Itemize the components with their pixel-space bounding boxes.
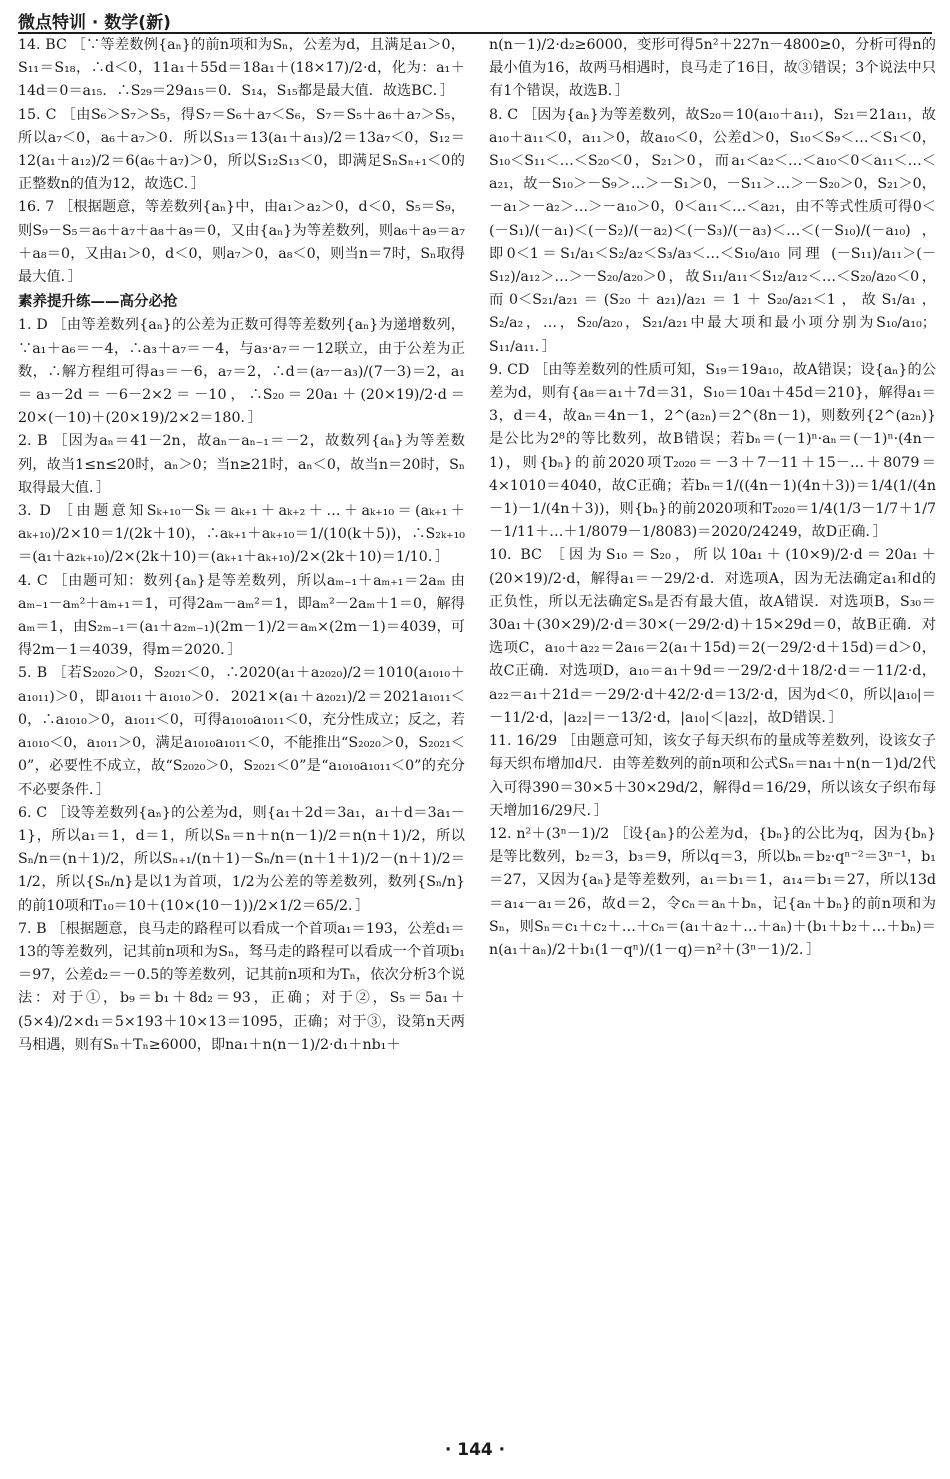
answer-3 [18, 500, 465, 570]
answer-text: 14. BC ［∵等差数例{aₙ}的前n项和为Sₙ，公差为d，且满足a₁＞0，S₁₁＝S₁₈，∴d＜0，11a₁＋55d＝18a₁＋(18×17)/2·d，化为：a₁＋14d＝0＝a₁₅．∴S₂₉＝29a₁₅＝0．S₁₄，S₁₅都是最大值．故选BC．］ [18, 37, 465, 100]
answer-2 [18, 430, 465, 500]
answer-text: 6. C ［设等差数列{aₙ}的公差为d，则{a₁＋2d＝3a₁，a₁＋d＝3a₁－1}，所以a₁＝1，d＝1，所以Sₙ＝n＋n(n－1)/2＝n(n＋1)/2，所以Sₙ/n＝(n＋1)/2，所以Sₙ₊₁/(n＋1)－Sₙ/n＝(n＋1＋1)/2－(n＋1)/2＝1/2，所以{Sₙ/n}是以1为首项，1/2为公差的等差数列，数列{Sₙ/n}的前10项和T₁₀＝10＋(10×(10－1))/2×1/2＝65/2．］ [18, 804, 465, 914]
answer-text: 9. CD ［由等差数列的性质可知，S₁₉＝19a₁₀，故A错误；设{aₙ}的公差为d，则有{a₈＝a₁＋7d＝31，S₁₀＝10a₁＋45d＝210}，解得a₁＝3，d＝4，故aₙ＝4n－1，2^(a₂ₙ)＝2^(8n－1)，则数列{2^(a₂ₙ)}是公比为2⁸的等比数列，故B错误；若bₙ＝(－1)ⁿ·aₙ＝(－1)ⁿ·(4n－1)，则{bₙ}的前2020项T₂₀₂₀＝－3＋7－11＋15－…＋8079＝4×1010＝4040，故C正确；若bₙ＝1/((4n－1)(4n＋3))＝1/4(1/(4n－1)－1/(4n＋3))，则{bₙ}的前2020项和T₂₀₂₀＝1/4(1/3－1/7＋1/7－1/11＋…＋1/8079－1/8083)＝2020/24249，故D正确．］ [489, 361, 936, 541]
answer-text: 3. D ［由题意知Sₖ₊₁₀－Sₖ＝aₖ₊₁＋aₖ₊₂＋…＋aₖ₊₁₀＝(aₖ₊₁＋aₖ₊₁₀)/2×10＝1/(2k＋10)，∴aₖ₊₁＋aₖ₊₁₀＝1/(10(k＋5))，∴S₂ₖ₊₁₀＝(a₁＋a₂ₖ₊₁₀)/2×(2k＋10)＝(aₖ₊₁＋aₖ₊₁₀)/2×(2k＋10)＝1/10．］ [18, 503, 465, 566]
answer-11 [489, 730, 936, 823]
answer-10 [489, 544, 936, 730]
answer-8 [489, 104, 936, 359]
page-number: · 144 · [444, 1440, 506, 1460]
answer-4 [18, 570, 465, 663]
right-column [489, 34, 936, 1432]
answer-14 [18, 34, 465, 104]
answer-text: 10. BC ［因为S₁₀＝S₂₀，所以10a₁＋(10×9)/2·d＝20a₁＋(20×19)/2·d，解得a₁＝－29/2·d．对选项A，因为无法确定a₁和d的正负性，所以无法确定Sₙ是否有最大值，故A错误．对选项B，S₃₀＝30a₁＋(30×29)/2·d＝30×(－29/2·d)＋15×29d＝0，故B正确．对选项C，a₁₀＋a₂₂＝2a₁₆＝2(a₁＋15d)＝2(－29/2·d＋15d)＝d＞0，故C正确．对选项D，a₁₀＝a₁＋9d＝－29/2·d＋18/2·d＝－11/2·d，a₂₂＝a₁＋21d＝－29/2·d＋42/2·d＝13/2·d，因为d＜0，所以|a₁₀|＝－11/2·d，|a₂₂|＝－13/2·d，|a₁₀|＜|a₂₂|，故D错误．］ [489, 547, 936, 726]
answer-text: 8. C ［因为{aₙ}为等差数列，故S₂₀＝10(a₁₀＋a₁₁)，S₂₁＝21a₁₁，故a₁₀＋a₁₁＜0，a₁₁＞0，故a₁₀＜0，公差d＞0，S₁₀＜S₉＜…＜S₁＜0，S₁₀＜S₁₁＜…＜S₂₀＜0，S₂₁＞0，而a₁＜a₂＜…＜a₁₀＜0＜a₁₁＜…＜a₂₁，故－S₁₀＞－S₉＞…＞－S₁＞0，－S₁₁＞…＞－S₂₀＞0，S₂₁＞0，－a₁＞－a₂＞…＞－a₁₀＞0，0＜a₁₁＜…＜a₂₁，由不等式性质可得0＜(－S₁)/(－a₁)＜(－S₂)/(－a₂)＜(－S₃)/(－a₃)＜…＜(－S₁₀)/(－a₁₀)，即0＜1＝S₁/a₁＜S₂/a₂＜S₃/a₃＜…＜S₁₀/a₁₀ 同理 (－S₁₁)/a₁₁＞(－S₁₂)/a₁₂＞…＞－S₂₀/a₂₀＞0，故S₁₁/a₁₁＜S₁₂/a₁₂＜…＜S₂₀/a₂₀＜0，而0＜S₂₁/a₂₁＝(S₂₀＋a₂₁)/a₂₁＝1＋S₂₀/a₂₁＜1，故S₁/a₁，S₂/a₂，…，S₂₀/a₂₀，S₂₁/a₂₁中最大项和最小项分别为S₁₀/a₁₀；S₁₁/a₁₁．］ [489, 106, 936, 355]
answer-9 [489, 359, 936, 545]
answer-15 [18, 104, 465, 197]
answer-6 [18, 802, 465, 918]
section-title: 素养提升练——高分必抢 [18, 294, 178, 311]
answer-text: n(n－1)/2·d₂≥6000，变形可得5n²＋227n－4800≥0，分析可得n的最小值为16，故两马相遇时，良马走了16日，故③错误；3个说法中只有1个错误，故选B．］ [489, 37, 936, 100]
answer-1 [18, 314, 465, 430]
answer-text: 1. D ［由等差数列{aₙ}的公差为正数可得等差数列{aₙ}为递增数列，∵a₁＋a₆＝－4，∴a₃＋a₇＝－4，与a₃·a₇＝－12联立，由于公差为正数，∴解方程组可得a₃＝－6，a₇＝2，∴d＝(a₇－a₃)/(7－3)＝2，a₁＝a₃－2d＝－6－2×2＝－10，∴S₂₀＝20a₁＋(20×19)/2·d＝20×(－10)＋(20×19)/2×2＝180．］ [18, 317, 465, 427]
answer-text: 7. B ［根据题意，良马走的路程可以看成一个首项a₁＝193，公差d₁＝13的等差数列，记其前n项和为Sₙ，驽马走的路程可以看成一个首项b₁＝97，公差d₂＝－0.5的等差数列，记其前n项和为Tₙ，依次分析3个说法：对于①，b₉＝b₁＋8d₂＝93，正确；对于②，S₅＝5a₁＋(5×4)/2×d₁＝5×193＋10×13＝1095，正确；对于③，设第n天两马相遇，则有Sₙ＋Tₙ≥6000，即na₁＋n(n－1)/2·d₁＋nb₁＋ [18, 920, 465, 1053]
answer-7 [18, 918, 465, 1057]
header-title: 微点特训 · 数学(新) [18, 13, 171, 33]
left-column [18, 34, 465, 1432]
answer-5 [18, 662, 465, 801]
answer-text: 2. B ［因为aₙ＝41－2n，故aₙ－aₙ₋₁＝－2，故数列{aₙ}为等差数列，故当1≤n≤20时，aₙ＞0；当n≥21时，aₙ＜0，故当n＝20时，Sₙ取得最大值．］ [18, 433, 465, 496]
answer-text: 12. n²＋(3ⁿ－1)/2 ［设{aₙ}的公差为d，{bₙ}的公比为q，因为{bₙ}是等比数列，b₂＝3，b₃＝9，所以q＝3，所以bₙ＝b₂·qⁿ⁻²＝3ⁿ⁻¹，b₁＝27，又因为{aₙ}是等差数列，a₁＝b₁＝1，a₁₄＝b₁＝27，所以13d＝a₁₄－a₁＝26，故d＝2，令cₙ＝aₙ＋bₙ，记{aₙ＋bₙ}的前n项和为Sₙ，则Sₙ＝c₁＋c₂＋…＋cₙ＝(a₁＋a₂＋…＋aₙ)＋(b₁＋b₂＋…＋bₙ)＝n(a₁＋aₙ)/2＋b₁(1－qⁿ)/(1－q)＝n²＋(3ⁿ－1)/2．］ [489, 825, 936, 958]
answer-text: 16. 7 ［根据题意，等差数列{aₙ}中，由a₁＞a₂＞0，d＜0，S₅＝S₉，则S₉－S₅＝a₆＋a₇＋a₈＋a₉＝0，又由{aₙ}为等差数列，则a₆＋a₉＝a₇＋a₈＝0，又由a₁＞0，d＜0，则a₇＞0，a₈＜0，则当n＝7时，Sₙ取得最大值．］ [18, 199, 465, 286]
page-header [18, 6, 932, 34]
answer-12 [489, 823, 936, 962]
answer-text: 4. C ［由题可知：数列{aₙ}是等差数列，所以aₘ₋₁＋aₘ₊₁＝2aₘ 由aₘ₋₁－aₘ²＋aₘ₊₁＝1，可得2aₘ－aₘ²＝1，即aₘ²－2aₘ＋1＝0，解得aₘ＝1，由S₂ₘ₋₁＝(a₁＋a₂ₘ₋₁)(2m－1)/2＝aₘ×(2m－1)＝4039，可得2m－1＝4039，得m＝2020．］ [18, 572, 465, 659]
answer-16 [18, 196, 465, 289]
answer-text: 15. C ［由S₆＞S₇＞S₅，得S₇＝S₆＋a₇＜S₆，S₇＝S₅＋a₆＋a₇＞S₅，所以a₇＜0，a₆＋a₇＞0．所以S₁₃＝13(a₁＋a₁₃)/2＝13a₇＜0，S₁₂＝12(a₁＋a₁₂)/2＝6(a₆＋a₇)＞0，所以S₁₂S₁₃＜0，即满足SₙSₙ₊₁＜0的正整数n的值为12，故选C．］ [18, 106, 465, 193]
answer-text: 11. 16/29 ［由题意可知，该女子每天织布的量成等差数列，设该女子每天织布增加d尺．由等差数列的前n项和公式Sₙ＝na₁＋n(n－1)d/2代入可得390＝30×5＋30×29d/2，解得d＝16/29，所以该女子织布每天增加16/29尺．］ [489, 733, 936, 819]
answer-text: 5. B ［若S₂₀₂₀＞0，S₂₀₂₁＜0，∴2020(a₁＋a₂₀₂₀)/2＝1010(a₁₀₁₀＋a₁₀₁₁)＞0，即a₁₀₁₁＋a₁₀₁₀＞0．2021×(a₁＋a₂₀₂₁)/2＝2021a₁₀₁₁＜0，∴a₁₀₁₀＞0，a₁₀₁₁＜0，可得a₁₀₁₀a₁₀₁₁＜0，充分性成立；反之，若a₁₀₁₀＜0，a₁₀₁₁＞0，满足a₁₀₁₀a₁₀₁₁＜0，不能推出“S₂₀₂₀＞0，S₂₀₂₁＜0”，必要性不成立，故“S₂₀₂₀＞0，S₂₀₂₁＜0”是“a₁₀₁₀a₁₀₁₁＜0”的充分不必要条件．］ [18, 665, 465, 798]
answer-7-continued [489, 34, 936, 104]
